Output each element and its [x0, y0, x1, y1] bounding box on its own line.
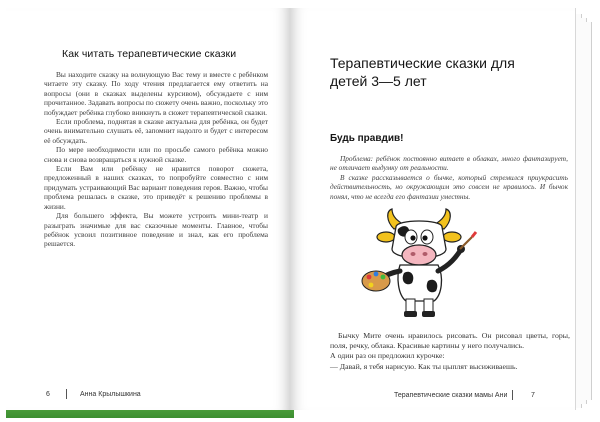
- paragraph: Если Вам или ребёнку не нравится поворот сюжета, предложенный в наших сказках, то попробуйте совместно с ним придумать устраивающий Вас вариант поведения героя. Важно, чтобы проблема решалась в сказке, это приведёт к решению проблемы в жизни.: [44, 164, 268, 211]
- cow-illustration: [356, 207, 486, 323]
- page-edge: [586, 22, 592, 400]
- paragraph: Вы находите сказку на волнующую Вас тему и вместе с ребёнком читаете эту сказку. По ходу чтения предлагается ему ответить на вопросы (они в сказках выделены курсивом), обсуждаете с ним прочитанное. Задавать вопросы по сюжету очень важно, поскольку это побуждает ребёнка глубоко вникнуть в сюжет терапевтической сказки.: [44, 70, 268, 117]
- left-page-body: [44, 70, 268, 249]
- right-page-title: Терапевтические сказки для детей 3—5 лет: [330, 55, 515, 89]
- running-title: Терапевтические сказки мамы Ани: [394, 392, 508, 399]
- paragraph: Бычку Мите очень нравилось рисовать. Он рисовал цветы, горы, поля, речку, облака. Красивые картины у него получались.: [330, 331, 570, 351]
- paragraph: Для большего эффекта, Вы можете устроить мини-театр и разыграть значимые для вас сказочные моменты. Главное, чтобы ребёнок усвоил позитивное поведение и знал, как его проблема решается.: [44, 211, 268, 249]
- page-number: 7: [531, 392, 535, 399]
- story-title: Будь правдив!: [330, 133, 404, 144]
- paragraph: Если проблема, поднятая в сказке актуальна для ребёнка, он будет очень внимательно слушать её, запомнит надолго и будет с интересом её обсуждать.: [44, 117, 268, 145]
- author-name: Анна Крылышкина: [80, 391, 141, 398]
- right-page: [290, 8, 576, 410]
- story-text: [330, 331, 570, 372]
- footer-divider: [66, 389, 67, 399]
- left-page-title: Как читать терапевтические сказки: [62, 48, 237, 60]
- left-page: [6, 8, 290, 410]
- page-number: 6: [46, 391, 50, 398]
- footer-divider: [512, 390, 513, 400]
- paragraph: В сказке рассказывается о бычке, который стремился приукрасить действительность, но окружающим это совсем не нравилось. И бычок понял, что не всегда его фантазии уместны.: [330, 172, 568, 201]
- paragraph: — Давай, я тебя нарисую. Как ты цыплят высиживаешь.: [330, 361, 518, 371]
- story-summary: [330, 154, 568, 201]
- paragraph: По мере необходимости или по просьбе самого ребёнка можно снова и снова возвращаться к нужной сказке.: [44, 145, 268, 164]
- paragraph: А один раз он предложил курочке:: [330, 351, 445, 361]
- paragraph: Проблема: ребёнок постоянно витает в облаках, много фантазирует, не отличает выдумку от реальности.: [330, 154, 568, 173]
